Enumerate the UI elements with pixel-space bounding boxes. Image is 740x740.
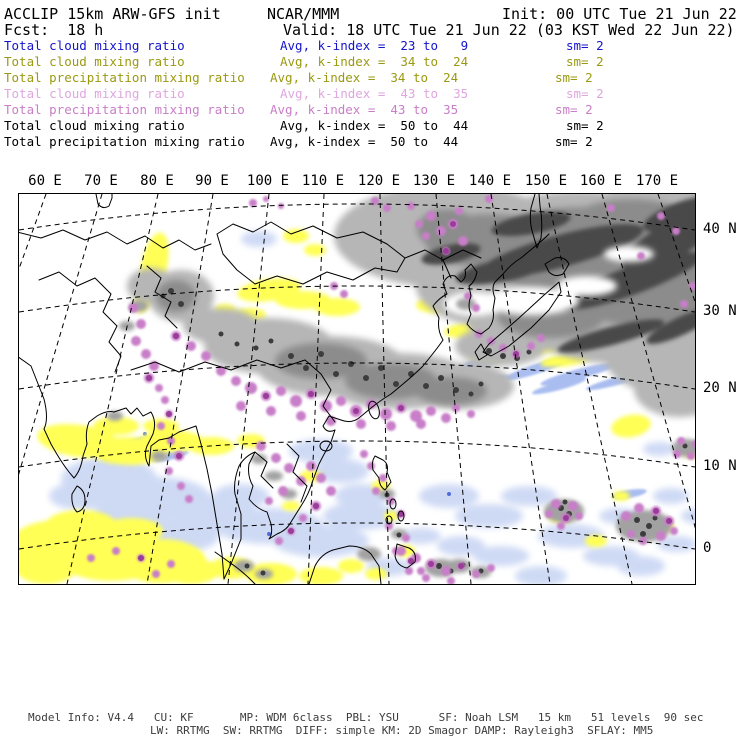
lon-tick-label: 90 E — [195, 173, 229, 189]
legend-label: Total precipitation mixing ratio — [4, 70, 245, 85]
lon-tick-label: 100 E — [246, 173, 290, 189]
init-time: Init: 00 UTC Tue 21 Jun 22 — [502, 5, 737, 23]
lon-tick-label: 140 E — [468, 173, 512, 189]
lon-tick-label: 160 E — [579, 173, 623, 189]
legend-sm: sm= 2 — [555, 70, 593, 85]
legend-kindex: Avg, k-index = 50 to 44 — [280, 118, 469, 133]
lon-tick-label: 80 E — [140, 173, 174, 189]
legend-kindex: Avg, k-index = 43 to 35 — [270, 102, 459, 117]
legend-label: Total precipitation mixing ratio — [4, 134, 245, 149]
lat-tick-label: 30 N — [703, 303, 737, 319]
model-info-line1: Model Info: V4.4 CU: KF MP: WDM 6class PBL: YSU SF: Noah LSM 15 km 51 levels 90 sec — [28, 711, 704, 724]
lat-tick-label: 0 — [703, 540, 712, 556]
forecast-map — [18, 193, 696, 585]
lon-tick-label: 170 E — [635, 173, 679, 189]
legend-label: Total cloud mixing ratio — [4, 38, 185, 53]
center-name: NCAR/MMM — [267, 5, 340, 23]
legend-sm: sm= 2 — [555, 102, 593, 117]
legend-kindex: Avg, k-index = 50 to 44 — [270, 134, 459, 149]
legend-kindex: Avg, k-index = 43 to 35 — [280, 86, 469, 101]
lon-tick-label: 130 E — [412, 173, 456, 189]
legend-kindex: Avg, k-index = 34 to 24 — [280, 54, 469, 69]
lat-tick-label: 40 N — [703, 221, 737, 237]
lon-tick-label: 110 E — [301, 173, 345, 189]
model-info-line2: LW: RRTMG SW: RRTMG DIFF: simple KM: 2D Smagor DAMP: Rayleigh3 SFLAY: MM5 — [150, 724, 654, 737]
legend-kindex: Avg, k-index = 23 to 9 — [280, 38, 469, 53]
forecast-hour: Fcst: 18 h — [4, 21, 104, 39]
lon-tick-label: 150 E — [524, 173, 568, 189]
lon-tick-label: 60 E — [28, 173, 62, 189]
legend-sm: sm= 2 — [566, 38, 604, 53]
legend-label: Total cloud mixing ratio — [4, 54, 185, 69]
legend-kindex: Avg, k-index = 34 to 24 — [270, 70, 459, 85]
map-canvas — [19, 194, 695, 584]
lat-tick-label: 20 N — [703, 380, 737, 396]
legend-label: Total precipitation mixing ratio — [4, 102, 245, 117]
legend-label: Total cloud mixing ratio — [4, 118, 185, 133]
lat-tick-label: 10 N — [703, 458, 737, 474]
legend-sm: sm= 2 — [555, 134, 593, 149]
legend-sm: sm= 2 — [566, 54, 604, 69]
model-title: ACCLIP 15km ARW-GFS init — [4, 5, 221, 23]
lon-tick-label: 70 E — [84, 173, 118, 189]
legend-sm: sm= 2 — [566, 118, 604, 133]
valid-time: Valid: 18 UTC Tue 21 Jun 22 (03 KST Wed 22 Jun 22) — [283, 21, 735, 39]
legend-label: Total cloud mixing ratio — [4, 86, 185, 101]
lon-tick-label: 120 E — [357, 173, 401, 189]
legend-sm: sm= 2 — [566, 86, 604, 101]
